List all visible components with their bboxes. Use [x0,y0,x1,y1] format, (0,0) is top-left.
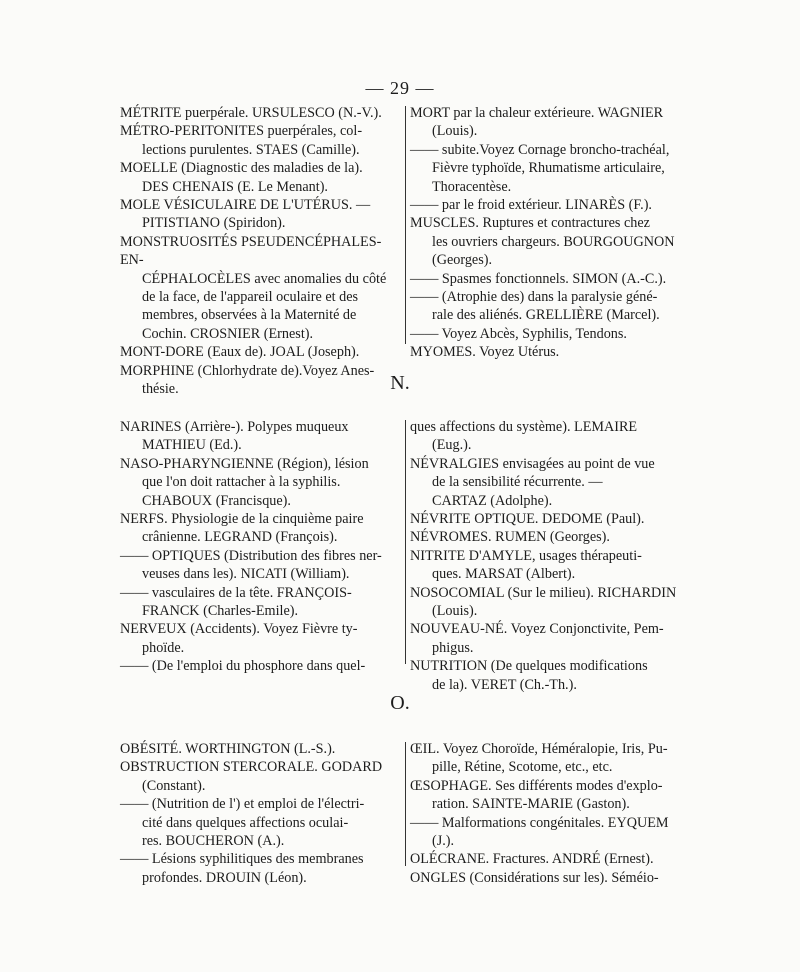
entry-line: les ouvriers chargeurs. BOURGOUGNON [432,233,675,250]
entry-line: Thoracentèse. [432,178,512,195]
index-entry [410,325,680,343]
entry-line: MÉTRITE puerpérale. URSULESCO (N.-V.). [120,105,382,121]
entry-line: (Constant). [142,777,206,794]
entry-line: MUSCLES. Ruptures et contractures chez [410,215,650,232]
entry-line: —— par le froid extérieur. LINARÈS (F.). [410,197,652,214]
entry-line: ONGLES (Considérations sur les). Séméio- [410,869,659,886]
index-entry [120,233,402,343]
entry-line: MÉTRO-PERITONITES puerpérales, col- [120,123,363,140]
index-entry [120,418,402,455]
column-left [120,740,402,887]
entry-line: profondes. DROUIN (Léon). [142,869,307,886]
index-entry [120,104,402,122]
section-letter-o: O. [390,692,410,714]
entry-line: NERFS. Physiologie de la cinquième paire [120,511,364,528]
entry-line: phigus. [432,639,474,656]
column-right [410,104,680,362]
index-entry [120,740,402,758]
index-entry [120,196,402,233]
entry-line: NOUVEAU-NÉ. Voyez Conjonctivite, Pem- [410,621,664,638]
entry-line: NÉVROMES. RUMEN (Georges). [410,529,610,546]
entry-line: —— subite.Voyez Cornage broncho-trachéal, [410,141,670,158]
entry-line: phoïde. [142,639,185,656]
entry-line: (J.). [432,833,455,850]
column-rule [405,420,406,664]
index-entry [410,740,680,777]
entry-line: —— (Atrophie des) dans la paralysie géné- [410,289,658,306]
entry-line: pille, Rétine, Scotome, etc., etc. [432,759,613,776]
index-entry [410,104,680,141]
entry-line: MOLE VÉSICULAIRE DE L'UTÉRUS. — [120,197,371,214]
entry-line: CÉPHALOCÈLES avec anomalies du côté [142,270,387,287]
entry-line: OBSTRUCTION STERCORALE. GODARD [120,759,383,776]
entry-line: DES CHENAIS (E. Le Menant). [142,178,328,195]
entry-line: veuses dans les). NICATI (William). [142,566,350,583]
entry-line: —— vasculaires de la tête. FRANÇOIS- [120,584,352,601]
entry-line: NARINES (Arrière-). Polypes muqueux [120,419,349,435]
entry-line: NÉVRALGIES envisagées au point de vue [410,455,655,472]
entry-line: CARTAZ (Adolphe). [432,492,553,509]
index-entry [410,270,680,288]
entry-line: NERVEUX (Accidents). Voyez Fièvre ty- [120,621,358,638]
index-entry [120,159,402,196]
column-left [120,104,402,399]
index-entry [410,528,680,546]
entry-line: OBÉSITÉ. WORTHINGTON (L.-S.). [120,741,336,757]
index-entry [120,657,402,675]
index-entry [410,869,680,887]
index-entry [410,584,680,621]
entry-line: rale des aliénés. GRELLIÈRE (Marcel). [432,307,660,324]
entry-line: PITISTIANO (Spiridon). [142,215,286,232]
entry-line: membres, observées à la Maternité de [142,307,357,324]
entry-line: MYOMES. Voyez Utérus. [410,344,560,361]
index-entry [410,141,680,196]
entry-line: ques affections du système). LEMAIRE [410,419,638,435]
entry-line: Fièvre typhoïde, Rhumatisme articulaire, [432,160,665,177]
entry-line: (Eug.). [432,437,472,454]
entry-line: MORT par la chaleur extérieure. WAGNIER [410,105,664,121]
column-right [410,418,680,694]
entry-line: OLÉCRANE. Fractures. ANDRÉ (Ernest). [410,851,654,868]
entry-line: —— OPTIQUES (Distribution des fibres ner- [120,547,382,564]
column-left [120,418,402,676]
entry-line: de la face, de l'appareil oculaire et des [142,289,359,306]
entry-line: (Louis). [432,603,478,620]
index-entry [120,510,402,547]
index-entry [410,814,680,851]
index-entry [410,288,680,325]
index-entry [120,122,402,159]
entry-line: cité dans quelques affections oculai- [142,814,349,831]
column-rule [405,742,406,866]
entry-line: —— (De l'emploi du phosphore dans quel- [120,658,366,675]
index-entry [410,455,680,510]
entry-line: NASO-PHARYNGIENNE (Région), lésion [120,455,369,472]
column-right [410,740,680,887]
column-rule [405,106,406,344]
entry-line: —— Malformations congénitales. EYQUEM [410,814,669,831]
index-entry [410,214,680,269]
entry-line: res. BOUCHERON (A.). [142,833,285,850]
index-entry [120,758,402,795]
index-entry [410,547,680,584]
entry-line: CHABOUX (Francisque). [142,492,291,509]
entry-line: de la sensibilité récurrente. — [432,474,603,491]
entry-line: FRANCK (Charles-Emile). [142,603,299,620]
entry-line: —— Lésions syphilitiques des membranes [120,851,364,868]
index-entry [410,196,680,214]
index-entry [120,455,402,510]
entry-line: de la). VERET (Ch.-Th.). [432,676,577,693]
index-entry [410,620,680,657]
entry-line: —— Spasmes fonctionnels. SIMON (A.-C.). [410,270,667,287]
index-entry [120,850,402,887]
entry-line: Cochin. CROSNIER (Ernest). [142,325,314,342]
index-entry [120,584,402,621]
entry-line: lections purulentes. STAES (Camille). [142,141,360,158]
entry-line: NUTRITION (De quelques modifications [410,658,648,675]
entry-line: ration. SAINTE-MARIE (Gaston). [432,796,630,813]
index-entry [120,795,402,850]
entry-line: MONSTRUOSITÉS PSEUDENCÉPHALES-EN- [120,233,382,269]
entry-line: NITRITE D'AMYLE, usages thérapeuti- [410,547,642,564]
entry-line: —— Voyez Abcès, Syphilis, Tendons. [410,325,627,342]
entry-line: ques. MARSAT (Albert). [432,566,576,583]
entry-line: crânienne. LEGRAND (François). [142,529,338,546]
entry-line: que l'on doit rattacher à la syphilis. [142,474,341,491]
entry-line: (Georges). [432,252,493,269]
index-entry [410,418,680,455]
page-number: — 29 — [365,78,435,98]
index-entry [410,510,680,528]
index-entry [410,343,680,361]
entry-line: MATHIEU (Ed.). [142,437,242,454]
index-entry [120,620,402,657]
entry-line: NÉVRITE OPTIQUE. DEDOME (Paul). [410,511,645,528]
entry-line: ŒIL. Voyez Choroïde, Héméralopie, Iris, Pu- [410,741,668,757]
entry-line: (Louis). [432,123,478,140]
entry-line: ŒSOPHAGE. Ses différents modes d'explo- [410,777,663,794]
index-entry [120,547,402,584]
index-entry [410,657,680,694]
index-entry [410,850,680,868]
index-entry [120,343,402,361]
index-entry [410,777,680,814]
entry-line: MONT-DORE (Eaux de). JOAL (Joseph). [120,344,360,361]
entry-line: —— (Nutrition de l') et emploi de l'électri- [120,796,365,813]
entry-line: MOELLE (Diagnostic des maladies de la). [120,160,363,177]
entry-line: NOSOCOMIAL (Sur le milieu). RICHARDIN [410,584,677,601]
section-letter-n: N. [390,372,410,394]
entry-line: thésie. [142,381,179,398]
entry-line: MORPHINE (Chlorhydrate de).Voyez Anes- [120,362,375,379]
